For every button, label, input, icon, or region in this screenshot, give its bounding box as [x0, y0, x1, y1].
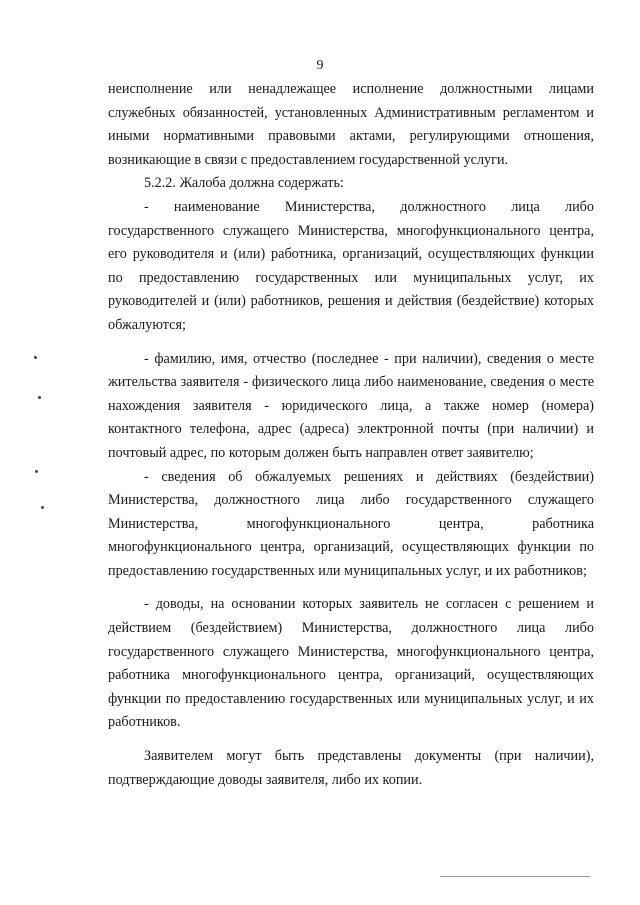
page-number: 9	[316, 58, 324, 73]
paragraph-continuation: неисполнение или ненадлежащее исполнение должностными лицами служебных обязанностей, установленных Административным регламентом и иными нормативными правовыми актами, регулирующими отношения, возникающие в связи с предоставлением государственной услуги.	[108, 81, 594, 168]
scan-line	[440, 876, 590, 877]
paragraph-item-arguments: - доводы, на основании которых заявитель не согласен с решением и действием (бездействием) Министерства, должностного лица либо государственного служащего Министерства, многофункционального центра, работника многофункционального центра, организаций, осуществляющих функции по предоставлению государственных или муниципальных услуг, и их работников.	[108, 596, 594, 731]
scan-dot	[34, 356, 37, 359]
paragraph-item-decisions: - сведения об обжалуемых решениях и действиях (бездействии) Министерства, должностного лица либо государственного служащего Министерства, многофункционального центра, работника многофункционального центра, организаций, осуществляющих функции по предоставлению государственных или муниципальных услуг, и их работников;	[108, 468, 594, 579]
document-body	[108, 78, 594, 792]
scan-dot	[41, 506, 44, 509]
paragraph-section-heading: 5.2.2. Жалоба должна содержать:	[144, 175, 344, 192]
paragraph-item-applicant: - фамилию, имя, отчество (последнее - при наличии), сведения о месте жительства заявителя - физического лица либо наименование, сведения о месте нахождения заявителя - юридического лица, а также номер (номера) контактного телефона, адрес (адреса) электронной почты (при наличии) и почтовый адрес, по которым должен быть направлен ответ заявителю;	[108, 350, 594, 461]
paragraph-item-name: - наименование Министерства, должностного лица либо государственного служащего Министерства, многофункционального центра, его руководителя и (или) работника, организаций, осуществляющих функции по предоставлению государственных или муниципальных услуг, их руководителей и (или) работников, решения и действия (бездействие) которых обжалуются;	[108, 198, 594, 333]
paragraph-documents: Заявителем могут быть представлены документы (при наличии), подтверждающие доводы заявителя, либо их копии.	[108, 748, 594, 788]
scan-dot	[38, 396, 41, 399]
scan-dot	[35, 470, 38, 473]
